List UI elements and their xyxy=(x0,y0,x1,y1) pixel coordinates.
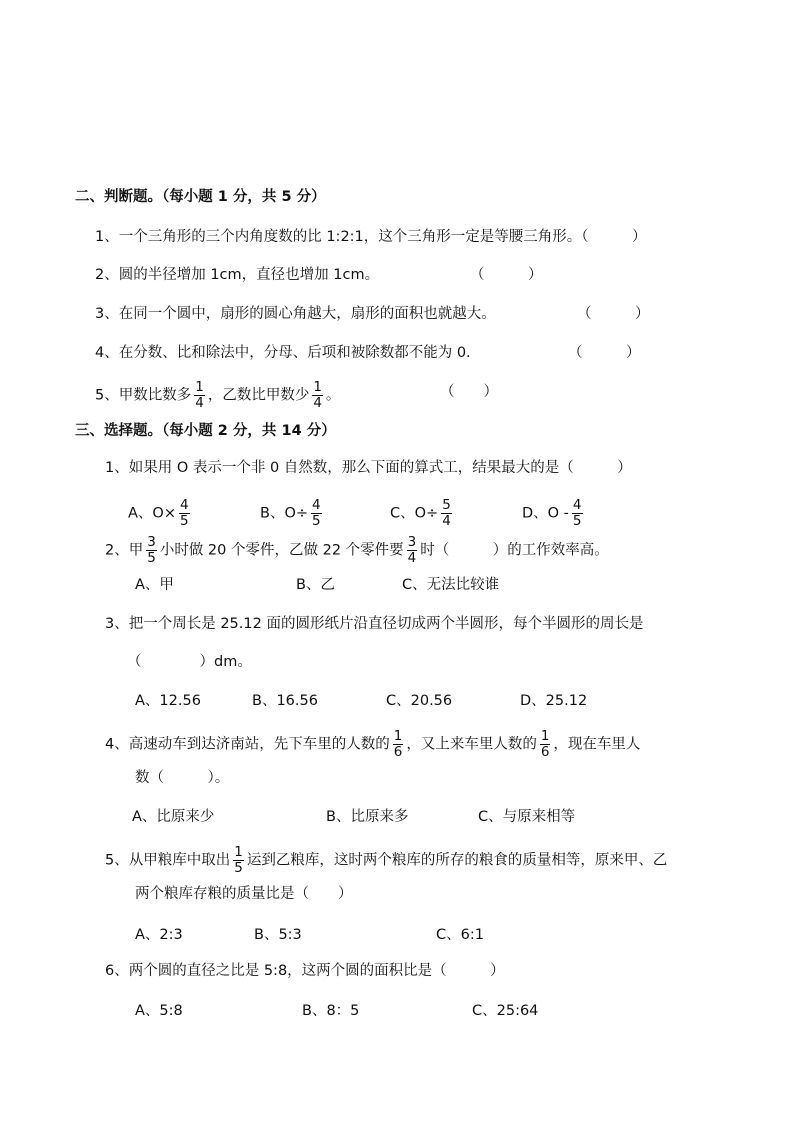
judge-q5-answer-paren: （ ） xyxy=(440,384,498,400)
choice-q4-option-b: B、比原来多 xyxy=(326,809,409,825)
judge-q1: 1、一个三角形的三个内角度数的比 1:2:1，这个三角形一定是等腰三角形。（ ） xyxy=(95,229,647,245)
judge-q3-answer-paren: （ ） xyxy=(577,306,650,322)
choice-q3-option-b: B、16.56 xyxy=(252,693,318,709)
judge-q2: 2、圆的半径增加 1cm，直径也增加 1cm。 xyxy=(95,267,380,283)
judge-q5-part-b: ，乙数比甲数少 xyxy=(207,387,310,404)
choice-q4-option-a: A、比原来少 xyxy=(132,809,215,825)
choice-q2-option-b: B、乙 xyxy=(296,577,335,593)
choice-q1-option-b: B、O÷ $\frac{4}{5}$ xyxy=(260,497,321,529)
fraction: $\frac{1}{4}$ xyxy=(195,379,204,411)
choice-q2-option-a: A、甲 xyxy=(135,577,174,593)
section-2-title: 二、判断题。（每小题 1 分，共 5 分） xyxy=(75,189,326,205)
judge-q5 xyxy=(95,380,340,411)
fraction: $\frac{4}{5}$ xyxy=(312,497,321,529)
choice-q5-line2: 两个粮库存粮的质量比是（ ） xyxy=(135,886,353,902)
fraction: $\frac{3}{5}$ xyxy=(147,534,156,566)
fraction: $\frac{5}{4}$ xyxy=(442,497,451,529)
choice-q5-option-a: A、2:3 xyxy=(135,927,183,943)
choice-q3-option-d: D、25.12 xyxy=(520,693,588,709)
choice-q6-option-b: B、8：5 xyxy=(302,1003,360,1019)
choice-q1: 1、如果用 O 表示一个非 0 自然数，那么下面的算式工，结果最大的是（ ） xyxy=(105,460,632,476)
judge-q3: 3、在同一个圆中，扇形的圆心角越大，扇形的面积也就越大。 xyxy=(95,306,496,322)
choice-q6: 6、两个圆的直径之比是 5:8，这两个圆的面积比是（ ） xyxy=(105,963,505,979)
choice-q1-option-a: A、O× $\frac{4}{5}$ xyxy=(128,497,189,529)
choice-q3-option-a: A、12.56 xyxy=(135,693,201,709)
fraction: $\frac{4}{5}$ xyxy=(179,497,189,529)
fraction: $\frac{1}{6}$ xyxy=(393,728,403,760)
choice-q6-option-c: C、25:64 xyxy=(472,1003,539,1019)
judge-q4: 4、在分数、比和除法中，分母、后项和被除数都不能为 0. xyxy=(95,345,471,361)
judge-q4-answer-paren: （ ） xyxy=(568,345,641,361)
choice-q1-option-c: C、O÷ $\frac{5}{4}$ xyxy=(390,497,451,529)
choice-q3-option-c: C、20.56 xyxy=(386,693,453,709)
choice-q4-line1: 4、高速动车到达济南站，先下车里的人数的 $\frac{1}{6}$ ，又上来车里人数的 $\frac{1}{6}$ ，现在车里人 xyxy=(105,728,641,760)
fraction: $\frac{3}{4}$ xyxy=(407,534,417,566)
choice-q1-option-d: D、O - $\frac{4}{5}$ xyxy=(522,497,582,529)
choice-q5-line1: 5、从甲粮库中取出 $\frac{1}{5}$ 运到乙粮库，这时两个粮库的所存的粮食的质量相等，原来甲、乙 xyxy=(105,844,668,876)
choice-q5-option-b: B、5:3 xyxy=(254,927,302,943)
judge-q5-part-c: 。 xyxy=(325,387,341,404)
choice-q3-line2: （ ）dm。 xyxy=(127,654,252,670)
section-3-title: 三、选择题。（每小题 2 分，共 14 分） xyxy=(75,423,336,439)
fraction: $\frac{4}{5}$ xyxy=(572,497,582,529)
choice-q4-option-c: C、与原来相等 xyxy=(478,809,576,825)
choice-q5-option-c: C、6:1 xyxy=(436,927,484,943)
choice-q6-option-a: A、5:8 xyxy=(135,1003,183,1019)
fraction: $\frac{1}{6}$ xyxy=(540,728,550,760)
choice-q4-line2: 数（ ）。 xyxy=(135,770,230,786)
choice-q2: 2、甲 $\frac{3}{5}$ 小时做 20 个零件，乙做 22 个零件要 $\frac{3}{4}$ 时（ ）的工作效率高。 xyxy=(105,534,609,566)
fraction: $\frac{1}{5}$ xyxy=(234,844,243,876)
choice-q3-line1: 3、把一个周长是 25.12 面的圆形纸片沿直径切成两个半圆形，每个半圆形的周长是 xyxy=(105,616,644,632)
fraction: $\frac{1}{4}$ xyxy=(313,379,322,411)
choice-q2-option-c: C、无法比较谁 xyxy=(402,577,500,593)
judge-q2-answer-paren: （ ） xyxy=(470,267,543,283)
judge-q5-part-a: 5、甲数比数多 xyxy=(95,387,192,404)
